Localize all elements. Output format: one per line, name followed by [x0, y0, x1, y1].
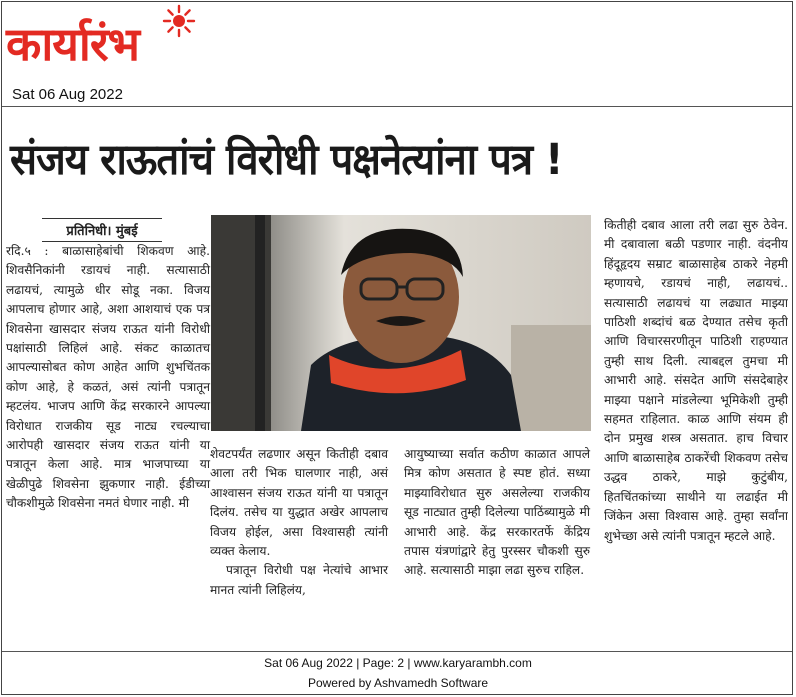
edition-date: Sat 06 Aug 2022: [12, 86, 123, 103]
masthead-logo: [6, 4, 206, 80]
header-divider: [2, 106, 792, 107]
news-clipping: [6, 110, 788, 650]
column-2-paragraph-2: पत्रातून विरोधी पक्ष नेत्यांचे आभार मानत त्यांनी लिहिलंय,: [210, 563, 388, 597]
footer-powered-by: Powered by Ashvamedh Software: [307, 676, 489, 690]
column-2-paragraph-1: शेवटपर्यंत लढणार असून कितीही दबाव आला तरी भिक घालणार नाही, असं आश्वासन संजय राऊत यांनी या पत्रातून दिलंय. तसेच या युद्धात अखेर आपलाच विजय होईल, असा विश्वासही त्यांनी व्यक्त केलाय.: [210, 447, 388, 559]
article-photo: [211, 215, 591, 431]
article-column-2: [210, 445, 388, 600]
column-4-text: कितीही दबाव आला तरी लढा सुरु ठेवेन. मी दबावाला बळी पडणार नाही. वंदनीय हिंदूहृदय सम्राट बाळासाहेब ठाकरे नेहमी म्हणायचे, रडायचं नाही, लढायचं.. सत्यासाठी लढायचं या लढ्यात माझ्या पाठिशी शब्दांचं बळ देण्यात तसेच कृती आणि विचारसरणीतून पाठिशी राहण्यात तुम्ही साथ दिली. त्याबद्दल तुमचा मी आभारी आहे. संसदेत आणि संसदेबाहेर माझ्या पक्षाने मांडलेल्या भूमिकेशी तुम्ही सहमत राहिलात. काळ आणि संयम ही दोन प्रमुख शस्त्र असतात. हाच विचार आणि बाळासाहेब ठाकरेंची शिकवण तसेच उद्धव ठाकरे, माझे कुटुंबीय, हितचिंतकांच्या साथीने या लढाईत मी जिंकेन असा विश्वास आहे. तुम्हा सर्वांना शुभेच्छा असे त्यांनी पत्रातून म्हटले आहे.: [604, 218, 788, 543]
column-3-text: आयुष्याच्या सर्वात कठीण काळात आपले मित्र कोण असतात हे स्पष्ट होतं. सध्या माझ्याविरोधात सुरु असलेल्या राजकीय सूड नाट्यात तुम्ही दिलेल्या पाठिंब्यामुळे मी आभारी आहे. केंद्र सरकारतर्फे केंद्रिय तपास यंत्रणांद्वारे हेतु पुरस्सर चौकशी सुरु आहे. सत्यासाठी माझा लढा सुरुच राहिल.: [404, 447, 590, 578]
article-column-3: [404, 445, 590, 581]
article-byline: प्रतिनिधी। मुंबई: [42, 218, 162, 242]
article-column-1: [6, 242, 210, 514]
article-headline: संजय राऊतांचं विरोधी पक्षनेत्यांना पत्र !: [10, 135, 563, 185]
sun-icon: [162, 4, 196, 38]
logo-text: कार्यारंभ: [6, 17, 139, 71]
column-1-text: रदि.५ : बाळासाहेबांची शिकवण आहे. शिवसैनिकांनी रडायचं नाही. सत्यासाठी लढायचं, त्यामुळे धीर सोडू नका. विजय आपलाच होणार आहे, अशा आशयाचं एक पत्र शिवसेना खासदार संजय राऊत यांनी विरोधी पक्षांसाठी लिहिलं आहे. संकट काळातच आपल्यासोबत कोण आहेत आणि शुभचिंतक कोण आहे, हे कळतं, असं त्यांनी पत्रातून म्हटलंय. भाजप आणि केंद्र सरकारने आपल्या विरोधात राजकीय सूड नाट्य रचल्याचा आरोपही खासदार संजय राऊत यांनी या पत्रातून केला आहे. मात्र भाजपाच्या या खेळीपुढे शिवसेना झुकणार नाही. ईडीच्या चौकशीमुळे शिवसेना नमतं घेणार नाही. मी: [6, 244, 210, 511]
footer-divider: [2, 651, 792, 652]
footer-page-info: Sat 06 Aug 2022 | Page: 2 | www.karyarambh.com: [264, 656, 532, 670]
article-column-4: [604, 216, 788, 546]
photo-illustration: [211, 215, 591, 431]
